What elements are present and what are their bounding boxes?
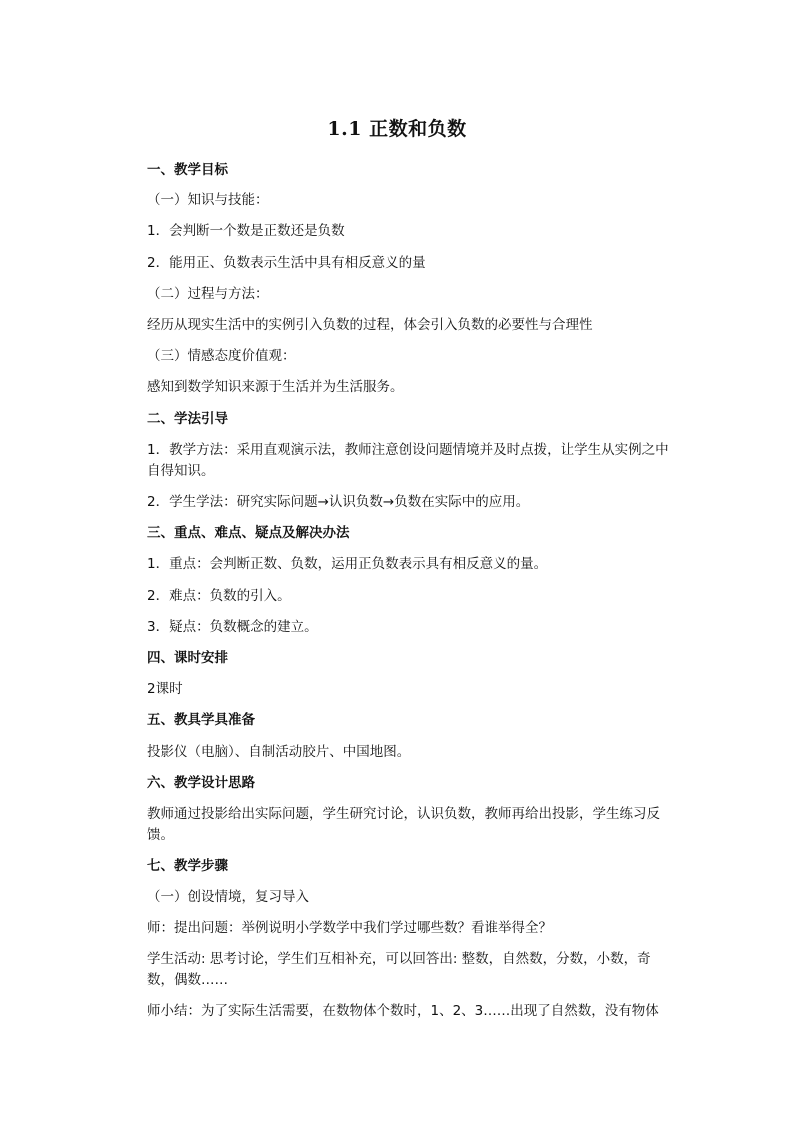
text-line: 经历从现实生活中的实例引入负数的过程，体会引入负数的必要性与合理性 [147, 317, 593, 333]
text-line: 师小结：为了实际生活需要，在数物体个数时，1、2、3……出现了自然数，没有物体 [147, 1003, 659, 1019]
text-line: 师：提出问题：举例说明小学数学中我们学过哪些数？看谁举得全？ [147, 920, 552, 936]
text-paragraph: 学生活动: 思考讨论，学生们互相补充，可以回答出: 整数，自然数，分数，小数，奇数，偶数…… [147, 951, 651, 988]
subheading-process: （二）过程与方法： [147, 286, 269, 302]
text-line: 2课时 [147, 681, 183, 697]
text-paragraph: 1．教学方法：采用直观演示法，教师注意创设问题情境并及时点拨，让学生从实例之中自得知识。 [147, 442, 669, 479]
section-heading-key-points: 三、重点、难点、疑点及解决办法 [147, 525, 350, 541]
section-heading-study-guide: 二、学法引导 [147, 411, 228, 427]
section-heading-objectives: 一、教学目标 [147, 162, 228, 178]
text-line: 2．能用正、负数表示生活中具有相反意义的量 [147, 255, 426, 271]
text-line: 感知到数学知识来源于生活并为生活服务。 [147, 379, 404, 395]
section-heading-materials: 五、教具学具准备 [147, 712, 255, 728]
text-line: 1．重点：会判断正数、负数，运用正负数表示具有相反意义的量。 [147, 556, 548, 572]
text-line: 1．会判断一个数是正数还是负数 [147, 223, 345, 239]
section-heading-schedule: 四、课时安排 [147, 650, 228, 666]
document-title: 1.1 正数和负数 [327, 118, 467, 140]
text-line: （一）创设情境，复习导入 [147, 889, 309, 905]
text-line: 3．疑点：负数概念的建立。 [147, 619, 318, 635]
text-paragraph: 教师通过投影给出实际问题，学生研究讨论，认识负数，教师再给出投影，学生练习反馈。 [147, 806, 660, 843]
text-line: 2．学生学法：研究实际问题→认识负数→负数在实际中的应用。 [147, 494, 530, 510]
section-heading-design: 六、教学设计思路 [147, 775, 255, 791]
subheading-knowledge: （一）知识与技能： [147, 192, 269, 208]
subheading-attitude: （三）情感态度价值观： [147, 348, 296, 364]
section-heading-steps: 七、教学步骤 [147, 858, 228, 874]
text-line: 2．难点：负数的引入。 [147, 588, 291, 604]
text-line: 投影仪（电脑）、自制活动胶片、中国地图。 [147, 744, 411, 760]
